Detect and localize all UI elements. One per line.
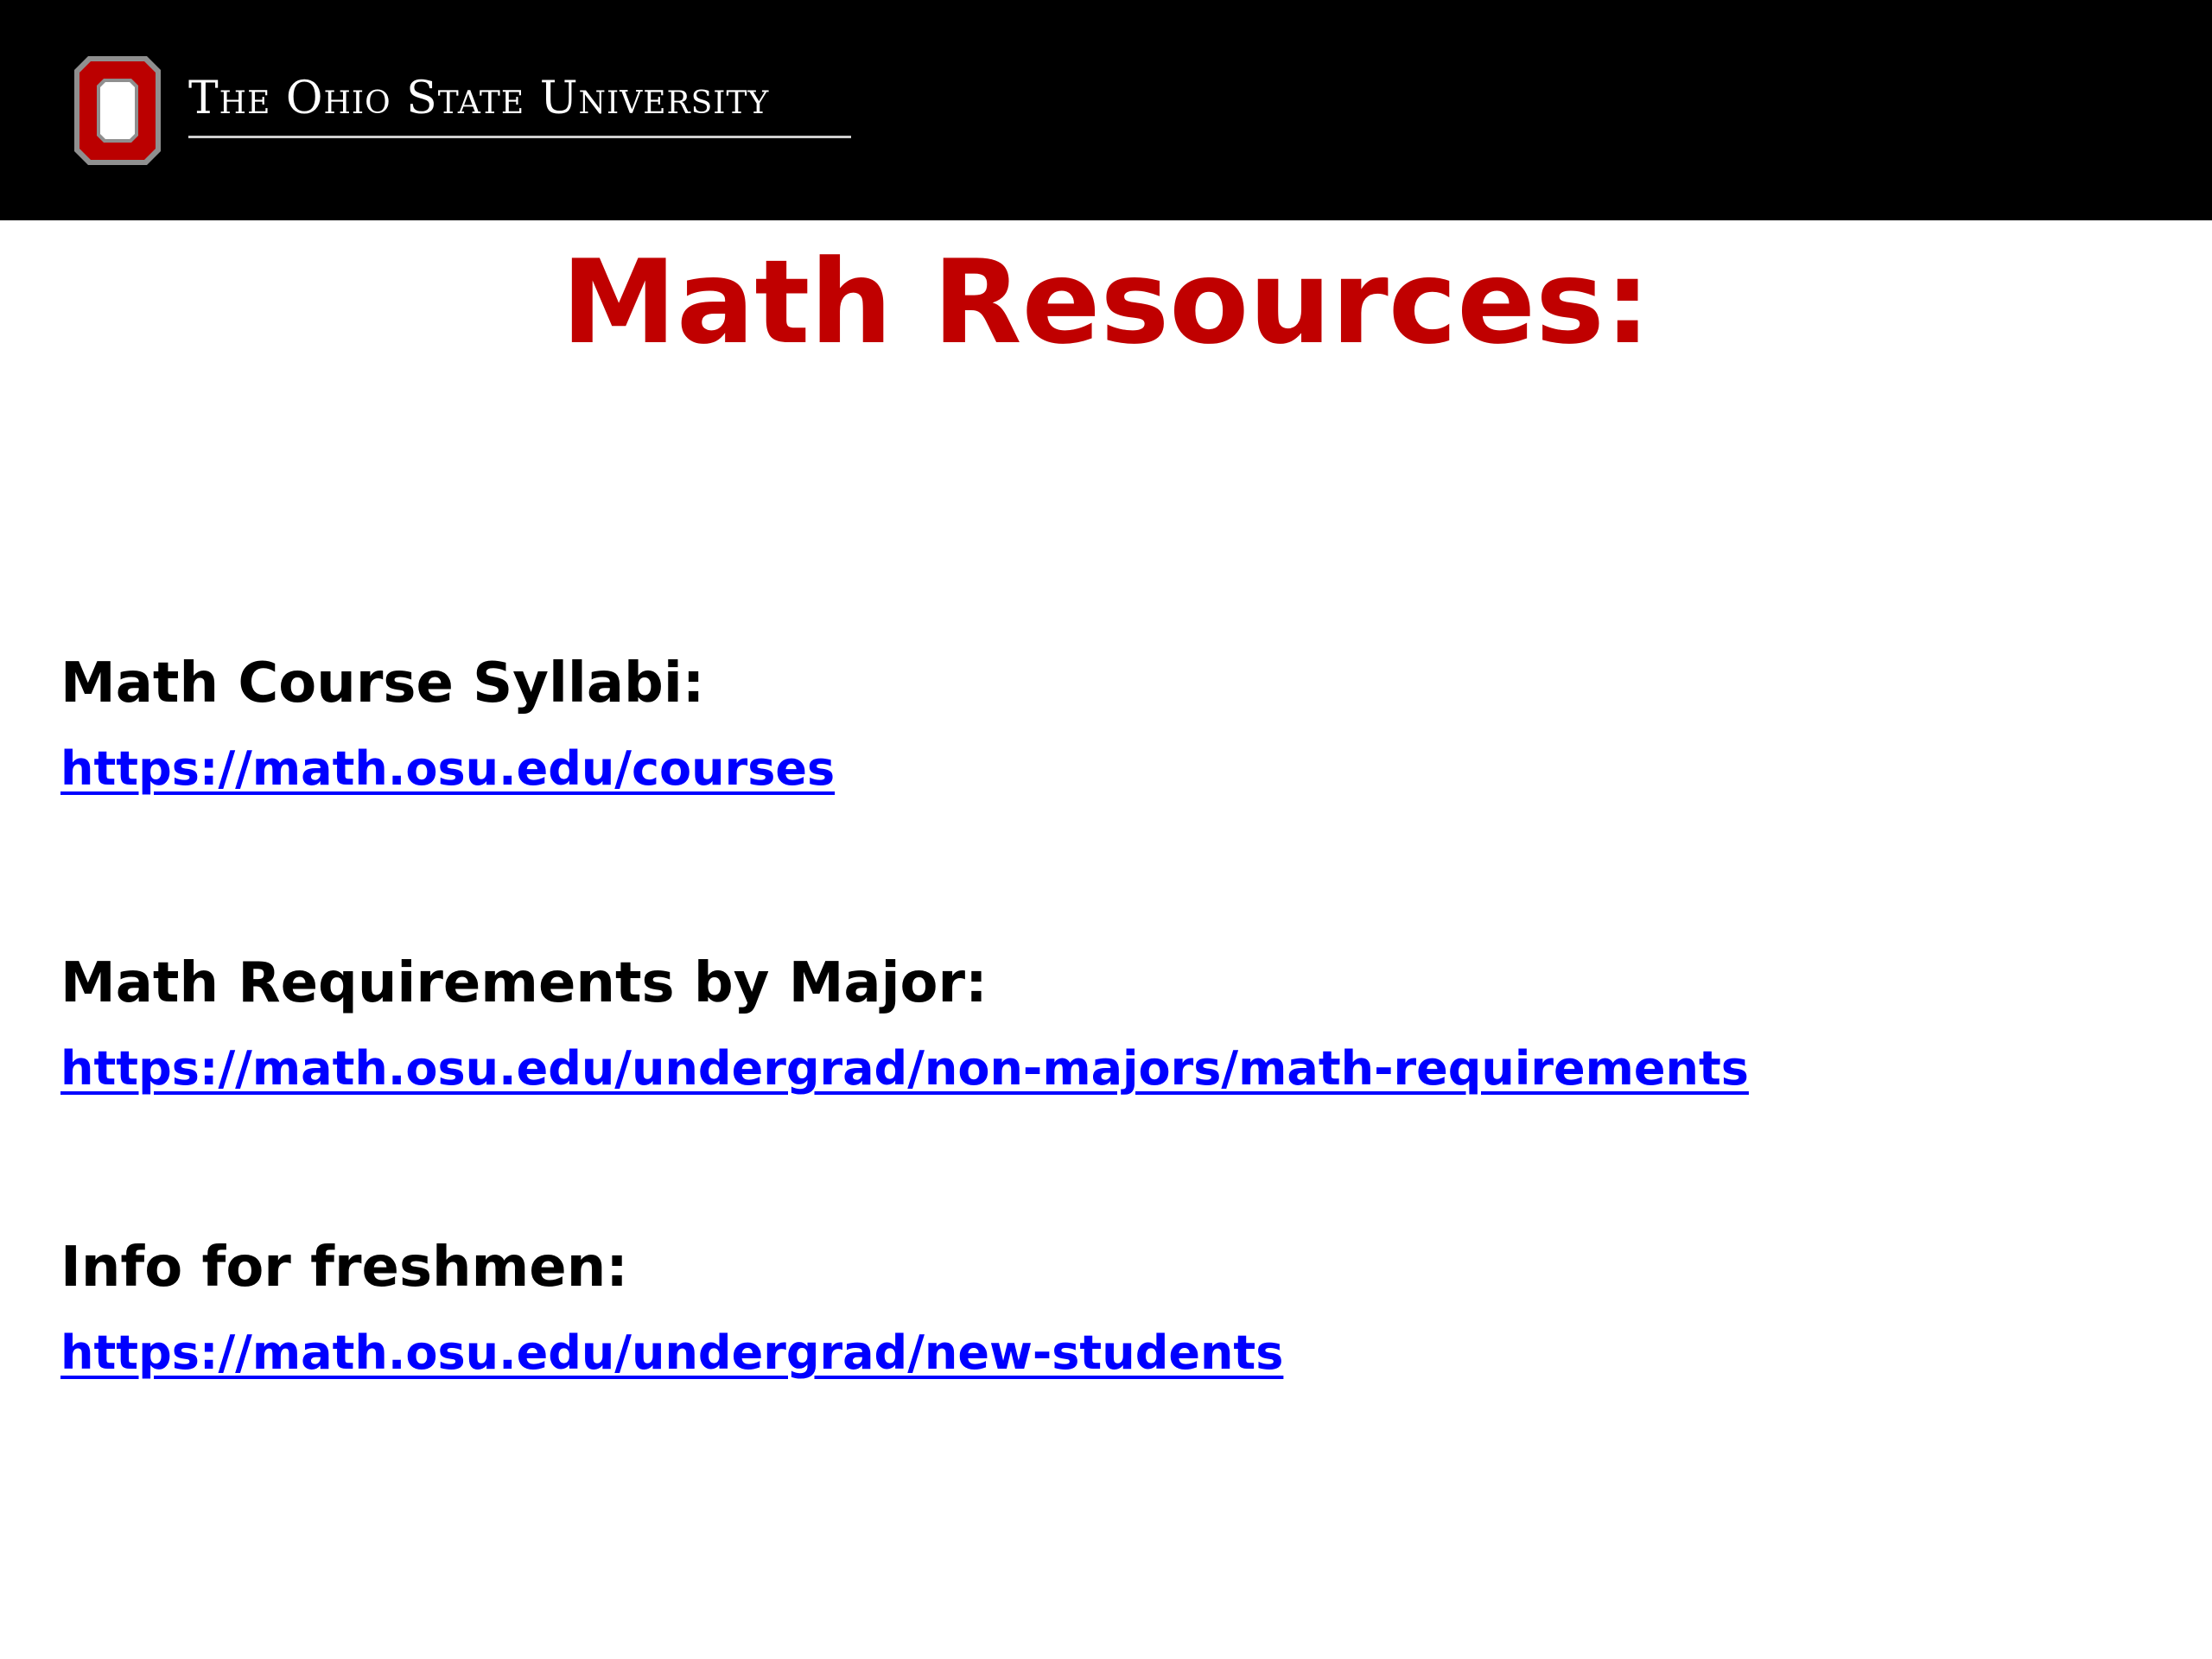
resource-heading: Math Course Syllabi: [60,652,705,715]
wordmark-underline [188,136,851,138]
resource-course-syllabi [60,649,835,798]
slide-title: Math Resources: [561,235,1651,370]
university-wordmark: The Ohio State University [188,73,770,124]
resource-heading: Math Requirements by Major: [60,951,988,1015]
header-band [0,0,2212,220]
resource-requirements-by-major [60,949,1749,1097]
math-requirements-link[interactable]: https://math.osu.edu/undergrad/non-majors/math-requirements [60,1041,1749,1096]
resource-heading: Info for freshmen: [60,1236,628,1300]
course-syllabi-link[interactable]: https://math.osu.edu/courses [60,741,836,796]
new-students-link[interactable]: https://math.osu.edu/undergrad/new-students [60,1325,1284,1380]
resource-freshmen-info [60,1233,1283,1382]
block-o-icon [73,54,162,167]
